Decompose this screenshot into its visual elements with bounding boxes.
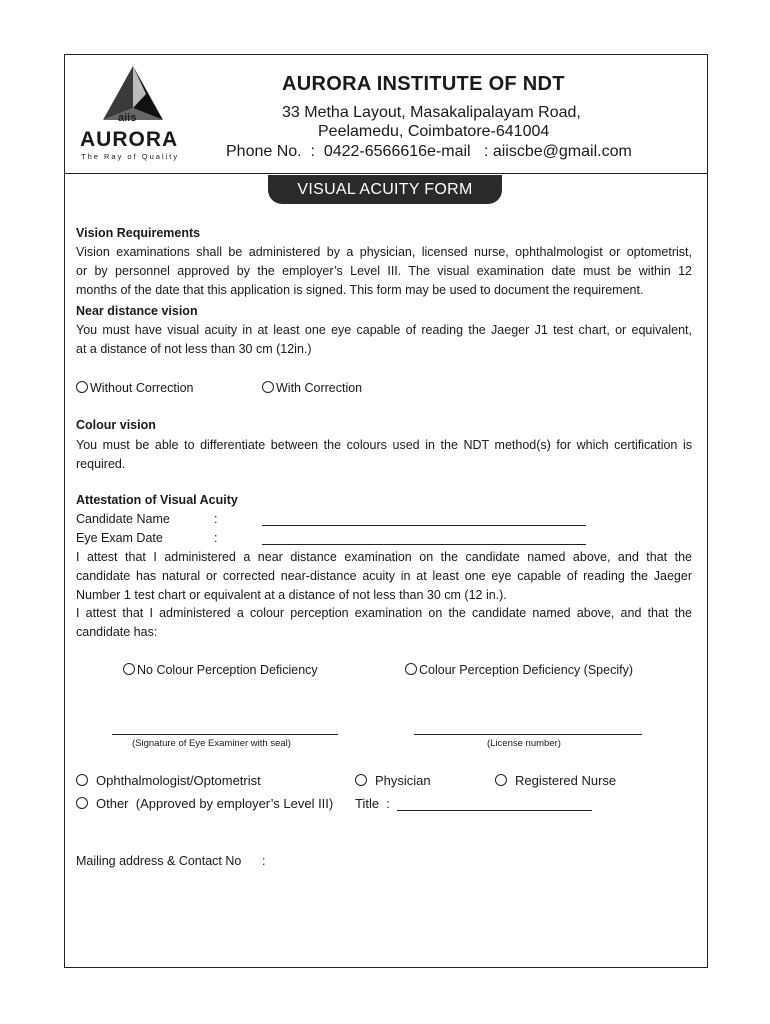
option-with-correction-label: With Correction [276, 381, 363, 395]
near-distance-line-1: You must have visual acuity in at least one eye capable of reading the Jaeger J1 test chart, or equivalent, [76, 323, 692, 337]
exam-date-label: Eye Exam Date [76, 531, 163, 545]
address-line-1: 33 Metha Layout, Masakalipalayam Road, [282, 104, 581, 121]
attestation-heading: Attestation of Visual Acuity [76, 493, 238, 507]
radio-icon[interactable] [76, 797, 88, 809]
option-registered-nurse-label: Registered Nurse [515, 773, 617, 788]
option-ophthalmologist[interactable] [76, 773, 261, 788]
candidate-name-label: Candidate Name [76, 512, 170, 526]
near-distance-line-2: at a distance of not less than 30 cm (12in.) [76, 342, 312, 356]
contact-line: Phone No. : 0422-6566616e-mail : aiiscbe@gmail.com [226, 143, 632, 160]
vision-requirements-heading: Vision Requirements [76, 226, 201, 240]
radio-icon[interactable] [123, 663, 135, 675]
colour-vision-line-2: required. [76, 457, 126, 471]
signature-field[interactable] [112, 734, 338, 735]
option-colour-deficiency-label: Colour Perception Deficiency (Specify) [419, 663, 633, 677]
attestation-para1-line-2: candidate has natural or corrected near-distance acuity in at least one eye capable of reading the Jaeger [76, 569, 692, 583]
exam-date-field[interactable] [262, 544, 586, 545]
option-registered-nurse[interactable] [495, 773, 616, 788]
candidate-name-colon: : [214, 512, 218, 526]
address-line-2: Peelamedu, Coimbatore-641004 [318, 123, 550, 140]
exam-date-colon: : [214, 531, 218, 545]
vision-requirements-line-1: Vision examinations shall be administered by a physician, licensed nurse, ophthalmologist or optometrist, [76, 245, 692, 259]
mailing-address-label: Mailing address & Contact No [76, 854, 242, 868]
colour-vision-line-1: You must be able to differentiate between the colours used in the NDT method(s) for which certification is [76, 438, 692, 452]
radio-icon[interactable] [355, 774, 367, 786]
option-no-colour-deficiency[interactable] [123, 661, 318, 680]
signature-caption: (Signature of Eye Examiner with seal) [132, 738, 291, 749]
logo-brand: AURORA [80, 128, 179, 151]
candidate-name-field[interactable] [262, 525, 586, 526]
option-colour-deficiency[interactable] [405, 661, 633, 680]
radio-icon[interactable] [76, 774, 88, 786]
logo-acronym: aiis [118, 112, 137, 124]
vision-requirements-line-2: or by personnel approved by the employer’s Level III. The visual examination date must be within 12 [76, 264, 692, 278]
option-other[interactable] [76, 796, 333, 811]
attestation-para1-line-1: I attest that I administered a near distance examination on the candidate named above, and that the [76, 550, 692, 564]
option-physician-label: Physician [375, 773, 431, 788]
colour-vision-heading: Colour vision [76, 418, 156, 432]
header-divider [64, 173, 708, 174]
radio-icon[interactable] [76, 381, 88, 393]
option-without-correction-label: Without Correction [90, 381, 194, 395]
license-number-field[interactable] [414, 734, 642, 735]
license-caption: (License number) [487, 738, 561, 749]
logo [78, 64, 190, 164]
vision-requirements-line-3: months of the date that this application is signed. This form may be used to document the requirement. [76, 283, 644, 297]
attestation-para2-line-2: candidate has: [76, 625, 158, 639]
mailing-address-colon: : [262, 854, 266, 868]
attestation-para2-line-1: I attest that I administered a colour perception examination on the candidate named above, and that the [76, 606, 692, 620]
form-title: VISUAL ACUITY FORM [268, 175, 502, 204]
option-without-correction[interactable] [76, 379, 194, 398]
radio-icon[interactable] [262, 381, 274, 393]
option-physician[interactable] [355, 773, 431, 788]
title-field[interactable] [397, 810, 592, 811]
attestation-para1-line-3: Number 1 test chart or equivalent at a distance of not less than 30 cm (12 in.). [76, 588, 507, 602]
near-distance-heading: Near distance vision [76, 304, 198, 318]
option-other-label: Other (Approved by employer’s Level III) [96, 796, 334, 811]
option-no-colour-deficiency-label: No Colour Perception Deficiency [137, 663, 318, 677]
logo-tagline: The Ray of Quality [81, 152, 180, 161]
radio-icon[interactable] [495, 774, 507, 786]
institute-name: AURORA INSTITUTE OF NDT [282, 73, 565, 95]
title-label: Title : [355, 796, 390, 811]
option-ophthalmologist-label: Ophthalmologist/Optometrist [96, 773, 261, 788]
option-with-correction[interactable] [262, 379, 362, 398]
radio-icon[interactable] [405, 663, 417, 675]
